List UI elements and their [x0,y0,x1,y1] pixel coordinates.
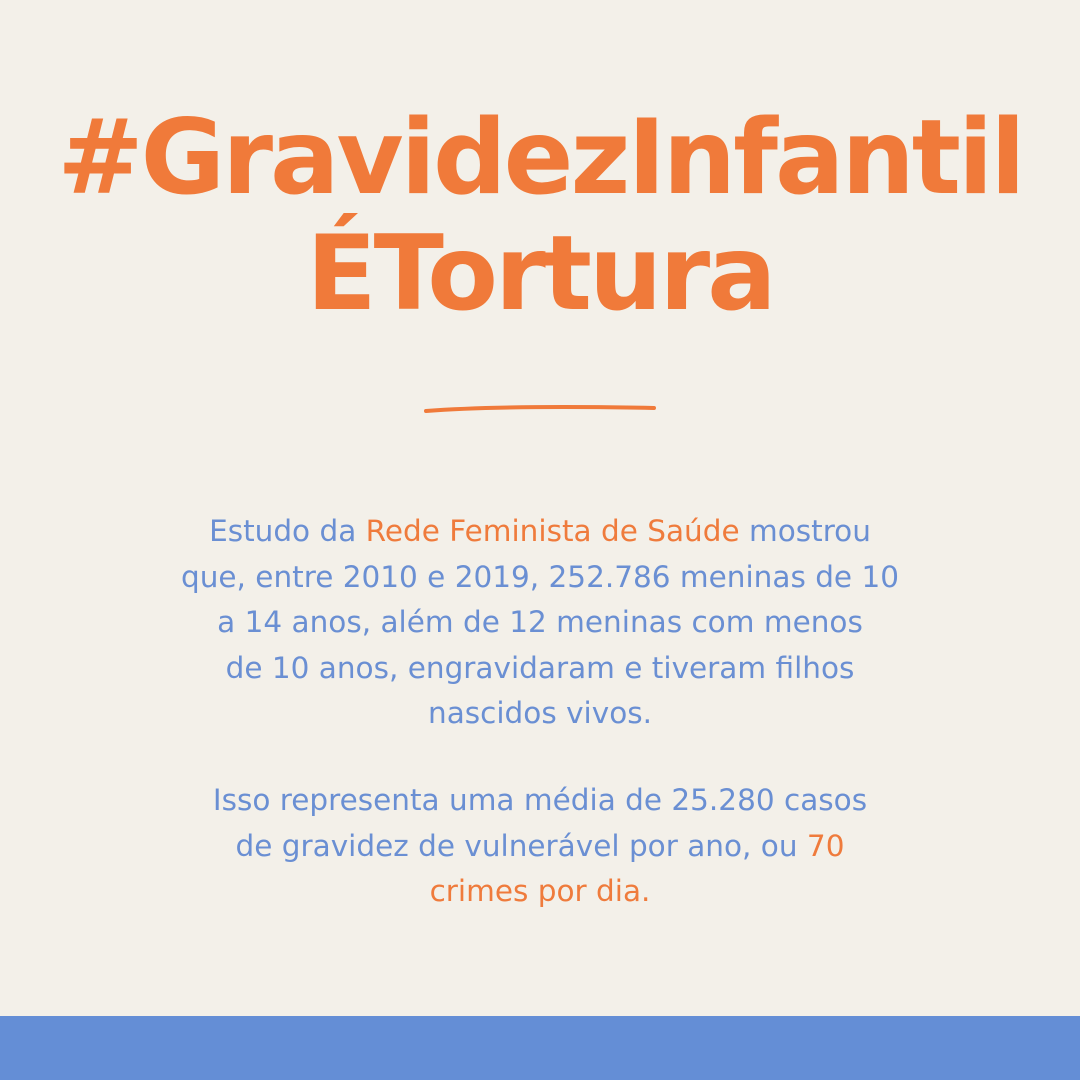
study-line-2: que, entre 2010 e 2019, 252.786 meninas de 10 [180,559,899,594]
study-line-1-start: Estudo da [209,514,366,548]
headline-line-2: ÉTortura [306,214,774,334]
average-paragraph [110,778,970,915]
study-source-highlight: Rede Feminista de Saúde [365,514,740,548]
bottom-bar [0,1016,1080,1080]
study-line-5: nascidos vivos. [428,696,652,730]
brush-divider [420,396,660,420]
average-line-2 [110,824,970,870]
study-line-1-end: mostrou [739,514,871,548]
average-line-1: Isso representa uma média de 25.280 casos [212,783,868,817]
study-paragraph [110,509,970,737]
headline-line-1: #GravidezInfantil [57,98,1023,218]
crimes-count-highlight: 70 [806,828,845,863]
crimes-per-day-highlight: crimes por dia. [429,874,651,908]
study-line-1 [110,509,970,555]
headline-hashtag [0,100,1080,332]
study-line-4: de 10 anos, engravidaram e tiveram filhos [225,650,855,685]
average-line-3 [110,869,970,915]
average-line-2-start: de gravidez de vulnerável por ano, ou [235,828,807,863]
study-line-3: a 14 anos, além de 12 meninas com menos [217,605,863,639]
